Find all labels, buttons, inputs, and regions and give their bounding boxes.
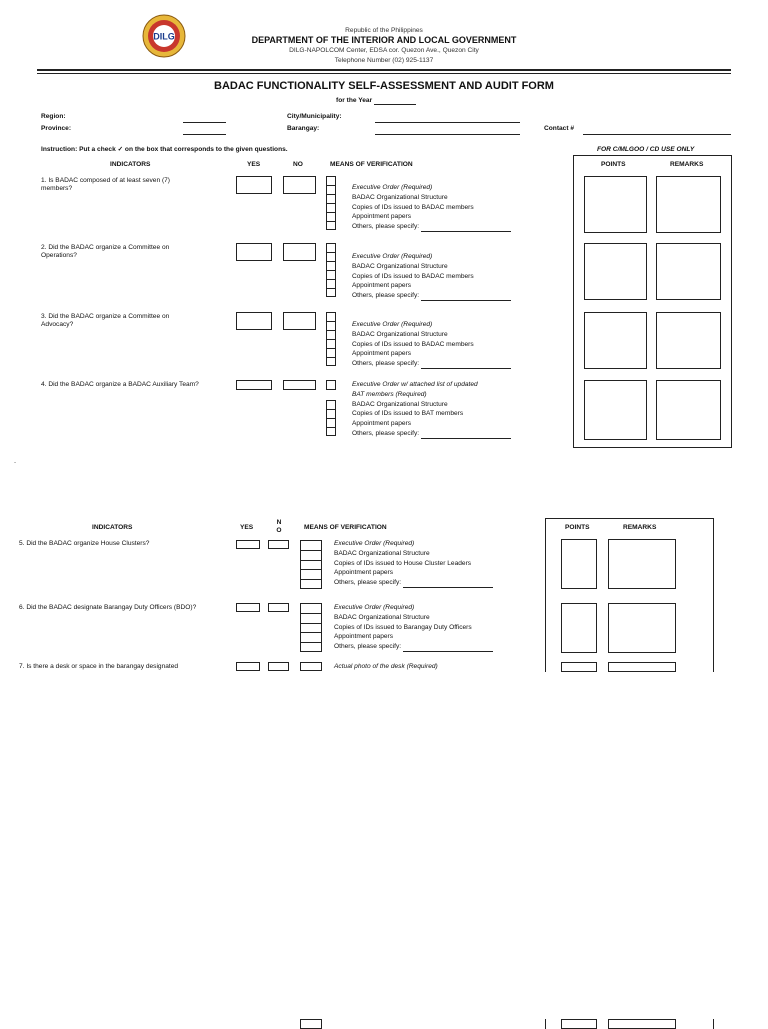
mov-list-6 bbox=[334, 603, 493, 652]
mov-list-1 bbox=[352, 183, 511, 232]
year-field[interactable] bbox=[374, 97, 416, 105]
yes-checkbox-4[interactable] bbox=[236, 380, 272, 390]
question-3: 3. Did the BADAC organize a Committee on Advocacy? bbox=[41, 313, 170, 328]
remarks-box-7[interactable] bbox=[608, 662, 676, 672]
remarks-box-4[interactable] bbox=[656, 380, 721, 440]
contact-label: Contact # bbox=[544, 125, 575, 132]
remarks-box-2[interactable] bbox=[656, 243, 721, 300]
mov-item: Executive Order (Required) bbox=[334, 604, 415, 611]
mov-item: Executive Order (Required) bbox=[352, 321, 433, 328]
mov-checkboxes-1[interactable] bbox=[326, 176, 336, 230]
question-2: 2. Did the BADAC organize a Committee on Operations? bbox=[41, 244, 170, 259]
mov-item: Copies of IDs issued to BADAC members bbox=[352, 340, 474, 348]
others-field[interactable] bbox=[421, 361, 511, 369]
others-field[interactable] bbox=[403, 644, 493, 652]
mov-item: BADAC Organizational Structure bbox=[352, 193, 448, 201]
others-field[interactable] bbox=[421, 431, 511, 439]
mov-item: Executive Order (Required) bbox=[352, 253, 433, 260]
republic-text: Republic of the Philippines bbox=[345, 27, 423, 34]
col-indicators-2: INDICATORS bbox=[92, 524, 133, 531]
mov-item: Appointment papers bbox=[352, 350, 412, 358]
form-title: BADAC FUNCTIONALITY SELF-ASSESSMENT AND AUDIT FORM bbox=[214, 80, 554, 92]
mov-checkboxes-4[interactable] bbox=[326, 400, 336, 436]
header-rule-thick bbox=[37, 69, 731, 71]
points-box-2[interactable] bbox=[584, 243, 647, 300]
mov-list-3 bbox=[352, 320, 511, 369]
mov-item: Executive Order (Required) bbox=[352, 184, 433, 191]
province-field[interactable] bbox=[183, 134, 226, 135]
svg-text:DILG: DILG bbox=[153, 31, 175, 42]
mov-item: Others, please specify: bbox=[334, 578, 493, 588]
yes-checkbox-6[interactable] bbox=[236, 603, 260, 612]
dilg-logo bbox=[142, 14, 186, 58]
col-yes-2: YES bbox=[240, 524, 254, 531]
no-checkbox-1[interactable] bbox=[283, 176, 316, 194]
mov-list-7 bbox=[334, 662, 438, 672]
points-box-4[interactable] bbox=[584, 380, 647, 440]
mov-item: Appointment papers bbox=[334, 569, 394, 577]
mov-item: Appointment papers bbox=[334, 633, 394, 641]
for-year-label: for the Year bbox=[336, 97, 416, 105]
department-name: DEPARTMENT OF THE INTERIOR AND LOCAL GOVERNMENT bbox=[251, 35, 517, 45]
others-field[interactable] bbox=[421, 224, 511, 232]
mov-checkboxes-3[interactable] bbox=[326, 312, 336, 366]
page-cut-mask bbox=[0, 672, 768, 688]
header-rule-thin bbox=[37, 73, 731, 74]
city-label: City/Municipality: bbox=[287, 113, 342, 120]
mov-checkbox-7[interactable] bbox=[300, 662, 322, 671]
bottom-fragment-box-2 bbox=[561, 1019, 597, 1029]
bottom-fragment-box-3 bbox=[608, 1019, 676, 1029]
mov-list-2 bbox=[352, 252, 511, 301]
question-7: 7. Is there a desk or space in the barangay designated bbox=[19, 663, 179, 670]
contact-field[interactable] bbox=[583, 134, 731, 135]
points-box-7[interactable] bbox=[561, 662, 597, 672]
col-points-2: POINTS bbox=[565, 524, 590, 531]
mov-item: BAT members (Required) bbox=[352, 390, 427, 398]
yes-checkbox-3[interactable] bbox=[236, 312, 272, 330]
mov-item: Others, please specify: bbox=[352, 359, 511, 369]
region-field[interactable] bbox=[183, 122, 226, 123]
yes-checkbox-2[interactable] bbox=[236, 243, 272, 261]
mov-item: Others, please specify: bbox=[334, 642, 493, 652]
mov-item: Actual photo of the desk (Required) bbox=[334, 663, 438, 670]
col-points: POINTS bbox=[601, 161, 626, 168]
stray-mark: ` bbox=[14, 462, 17, 469]
col-indicators: INDICATORS bbox=[110, 161, 151, 168]
mov-item: Others, please specify: bbox=[352, 222, 511, 232]
mov-item: Copies of IDs issued to Barangay Duty Officers bbox=[334, 623, 472, 631]
mov-list-4 bbox=[352, 380, 511, 439]
others-field[interactable] bbox=[421, 293, 511, 301]
mov-item: Others, please specify: bbox=[352, 429, 511, 439]
mov-item: Copies of IDs issued to BAT members bbox=[352, 410, 464, 418]
mov-checkboxes-6[interactable] bbox=[300, 603, 322, 652]
mov-item: Copies of IDs issued to BADAC members bbox=[352, 272, 474, 280]
others-field[interactable] bbox=[403, 580, 493, 588]
instruction-text: Instruction: Put a check ✓ on the box that corresponds to the given questions. bbox=[41, 146, 288, 153]
no-checkbox-2[interactable] bbox=[283, 243, 316, 261]
mov-item: Appointment papers bbox=[352, 282, 412, 290]
mov-item: BADAC Organizational Structure bbox=[352, 330, 448, 338]
mov-item: Appointment papers bbox=[352, 420, 412, 428]
question-5: 5. Did the BADAC organize House Clusters? bbox=[19, 540, 150, 547]
bottom-fragment-line-2 bbox=[713, 1019, 714, 1029]
yes-checkbox-5[interactable] bbox=[236, 540, 260, 549]
col-no-2: N O bbox=[276, 519, 282, 534]
telephone-text: Telephone Number (02) 925-1137 bbox=[334, 57, 434, 64]
barangay-field[interactable] bbox=[375, 134, 520, 135]
points-box-6[interactable] bbox=[561, 603, 597, 653]
mov-item: BADAC Organizational Structure bbox=[334, 549, 430, 557]
col-yes: YES bbox=[247, 161, 261, 168]
yes-checkbox-7[interactable] bbox=[236, 662, 260, 671]
points-box-1[interactable] bbox=[584, 176, 647, 233]
barangay-label: Barangay: bbox=[287, 125, 320, 132]
mov-item: Executive Order w/ attached list of updated bbox=[352, 381, 478, 388]
points-box-3[interactable] bbox=[584, 312, 647, 369]
mov-item: Copies of IDs issued to BADAC members bbox=[352, 203, 474, 211]
for-office-label: FOR C/MLGOO / CD USE ONLY bbox=[597, 146, 695, 153]
col-mov-2: MEANS OF VERIFICATION bbox=[304, 524, 387, 531]
mov-item: Executive Order (Required) bbox=[334, 540, 415, 547]
mov-item: BADAC Organizational Structure bbox=[334, 613, 430, 621]
remarks-box-1[interactable] bbox=[656, 176, 721, 233]
no-checkbox-4[interactable] bbox=[283, 380, 316, 390]
address-text: DILG-NAPOLCOM Center, EDSA cor. Quezon Ave., Quezon City bbox=[289, 47, 479, 54]
question-1: 1. Is BADAC composed of at least seven (7) members? bbox=[41, 177, 171, 192]
question-4: 4. Did the BADAC organize a BADAC Auxiliary Team? bbox=[41, 381, 199, 388]
points-box-5[interactable] bbox=[561, 539, 597, 589]
mov-checkbox-4-required[interactable] bbox=[326, 380, 336, 390]
col-remarks-2: REMARKS bbox=[623, 524, 657, 531]
remarks-box-5[interactable] bbox=[608, 539, 676, 589]
no-checkbox-3[interactable] bbox=[283, 312, 316, 330]
col-remarks: REMARKS bbox=[670, 161, 704, 168]
bottom-fragment-box-1 bbox=[300, 1019, 322, 1029]
bottom-fragment-line-1 bbox=[545, 1019, 546, 1029]
mov-item: BADAC Organizational Structure bbox=[352, 262, 448, 270]
mov-item: Copies of IDs issued to House Cluster Leaders bbox=[334, 559, 472, 567]
mov-list-5 bbox=[334, 539, 493, 588]
no-checkbox-7[interactable] bbox=[268, 662, 289, 671]
col-no: NO bbox=[293, 161, 303, 168]
no-checkbox-5[interactable] bbox=[268, 540, 289, 549]
mov-checkboxes-5[interactable] bbox=[300, 540, 322, 589]
mov-item: Appointment papers bbox=[352, 213, 412, 221]
mov-item: Others, please specify: bbox=[352, 291, 511, 301]
col-mov: MEANS OF VERIFICATION bbox=[330, 161, 413, 168]
remarks-box-3[interactable] bbox=[656, 312, 721, 369]
mov-item: BADAC Organizational Structure bbox=[352, 400, 448, 408]
region-label: Region: bbox=[41, 113, 66, 120]
yes-checkbox-1[interactable] bbox=[236, 176, 272, 194]
province-label: Province: bbox=[41, 125, 72, 132]
mov-checkboxes-2[interactable] bbox=[326, 243, 336, 297]
question-6: 6. Did the BADAC designate Barangay Duty Officers (BDO)? bbox=[19, 604, 197, 611]
no-checkbox-6[interactable] bbox=[268, 603, 289, 612]
remarks-box-6[interactable] bbox=[608, 603, 676, 653]
city-field[interactable] bbox=[375, 122, 520, 123]
